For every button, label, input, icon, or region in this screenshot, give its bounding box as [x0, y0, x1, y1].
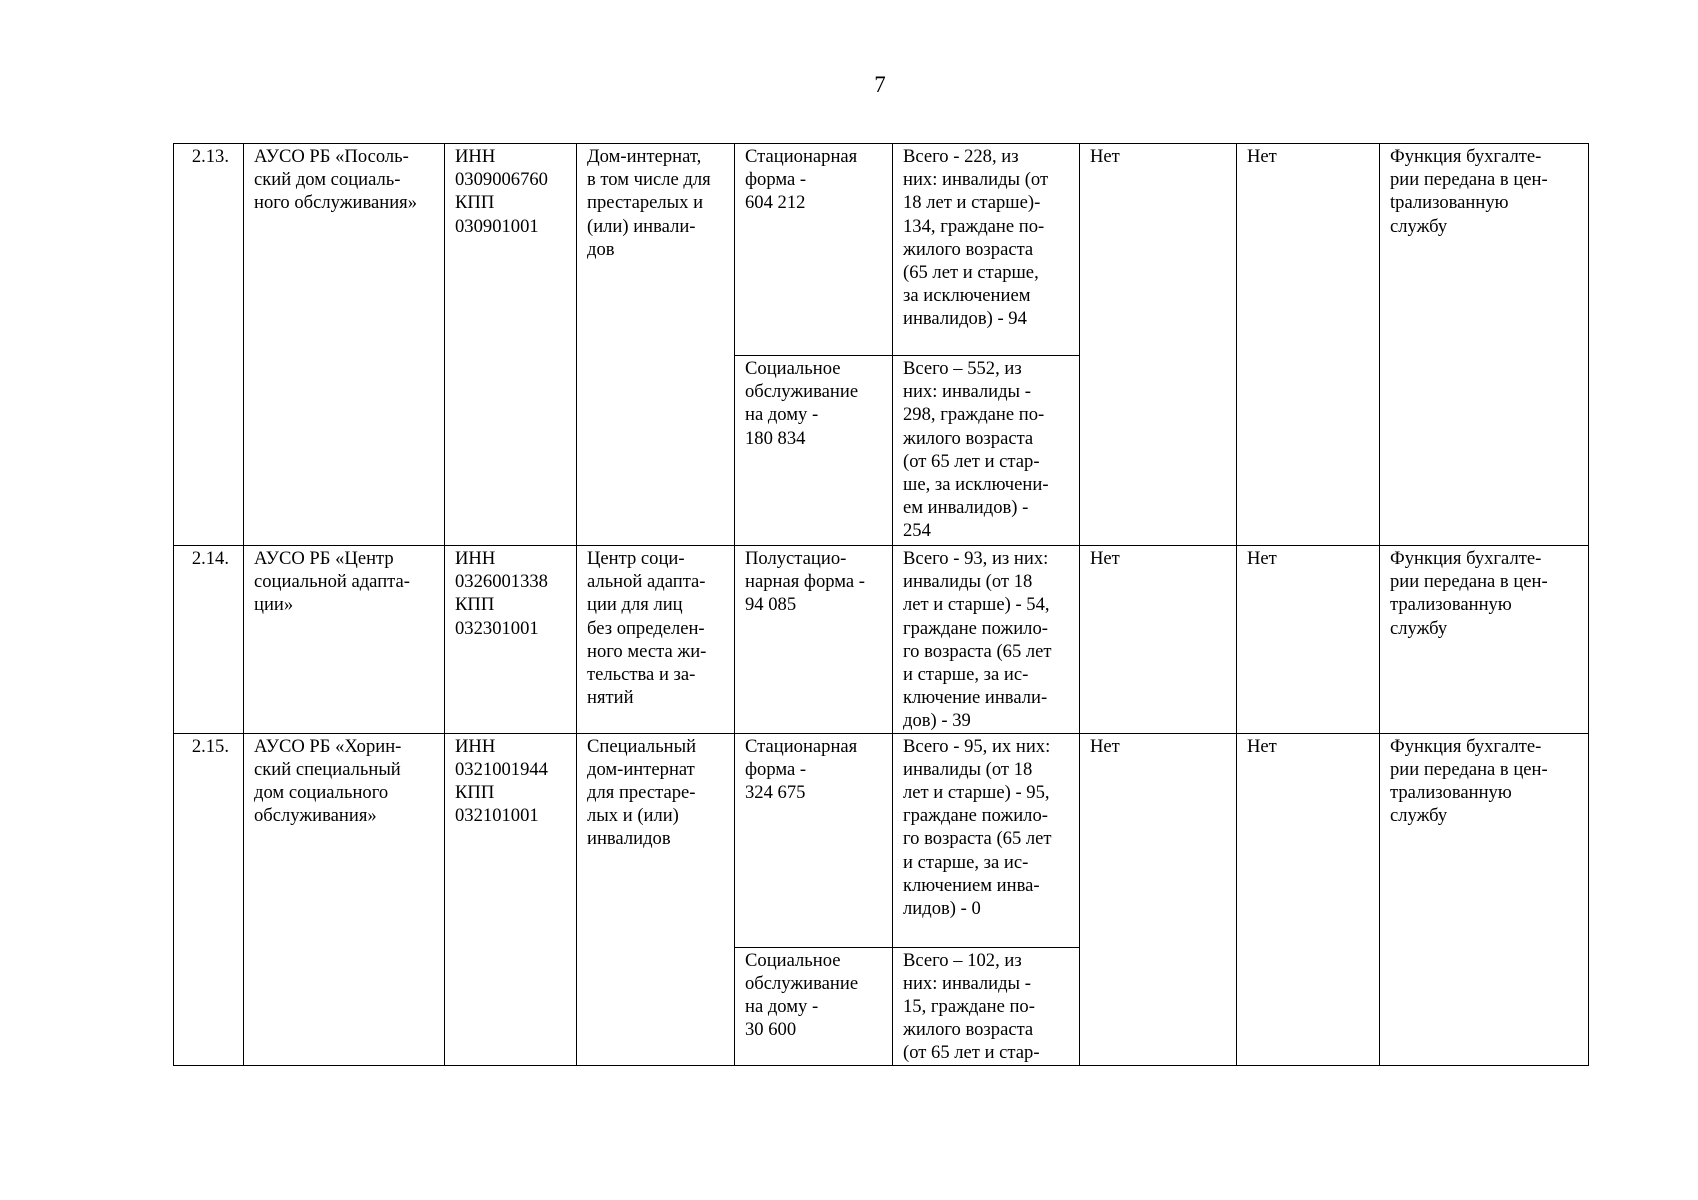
note: Функция бухгалте- рии передана в цен- трализованную службу: [1380, 546, 1589, 734]
row-number: 2.13.: [174, 144, 244, 546]
inn-kpp: ИНН 0321001944 КПП 032101001: [445, 733, 577, 1065]
institution-name: АУСО РБ «Центр социальной адапта- ции»: [244, 546, 445, 734]
recipients-count: Всего - 93, из них: инвалиды (от 18 лет и старше) - 54, граждане пожило- го возраста (65 лет и старше, за ис- ключение инвали- дов) - 39: [893, 546, 1080, 734]
table-row: [174, 546, 1589, 734]
institution-name: АУСО РБ «Посоль- ский дом социаль- ного обслуживания»: [244, 144, 445, 546]
note: Функция бухгалте- рии передана в цен- tрализованную службу: [1380, 144, 1589, 546]
column-7-value: Нет: [1080, 546, 1237, 734]
note: Функция бухгалте- рии передана в цен- трализованную службу: [1380, 733, 1589, 1065]
service-form: Стационарная форма - 324 675: [735, 733, 893, 947]
inn-kpp: ИНН 0309006760 КПП 030901001: [445, 144, 577, 546]
service-form: Стационарная форма - 604 212: [735, 144, 893, 356]
page-number: 7: [874, 72, 886, 97]
column-8-value: Нет: [1237, 546, 1380, 734]
recipients-count: Всего – 552, из них: инвалиды - 298, граждане по- жилого возраста (от 65 лет и стар- ше, за исключени- ем инвалидов) - 254: [893, 356, 1080, 546]
column-8-value: Нет: [1237, 144, 1380, 546]
institution-type: Дом-интернат, в том числе для престарелых и (или) инвали- дов: [577, 144, 735, 546]
institution-type: Центр соци- альной адапта- ции для лиц без определен- ного места жи- тельства и за- нятий: [577, 546, 735, 734]
inn-kpp: ИНН 0326001338 КПП 032301001: [445, 546, 577, 734]
service-form: Социальное обслуживание на дому - 30 600: [735, 947, 893, 1065]
table-row: [174, 733, 1589, 947]
institution-type: Специальный дом-интернат для престаре- лых и (или) инвалидов: [577, 733, 735, 1065]
recipients-count: Всего - 95, их них: инвалиды (от 18 лет и старше) - 95, граждане пожило- го возраста (65 лет и старше, за ис- ключением инва- лидов) - 0: [893, 733, 1080, 947]
institutions-table: [173, 143, 1589, 1066]
recipients-count: Всего - 228, из них: инвалиды (от 18 лет и старше)- 134, граждане по- жилого возраста (65 лет и старше, за исключением инвалидов) - 94: [893, 144, 1080, 356]
column-7-value: Нет: [1080, 144, 1237, 546]
row-number: 2.15.: [174, 733, 244, 1065]
recipients-count: Всего – 102, из них: инвалиды - 15, граждане по- жилого возраста (от 65 лет и стар-: [893, 947, 1080, 1065]
row-number: 2.14.: [174, 546, 244, 734]
service-form: Социальное обслуживание на дому - 180 834: [735, 356, 893, 546]
table-row: [174, 144, 1589, 356]
institution-name: АУСО РБ «Хорин- ский специальный дом социального обслуживания»: [244, 733, 445, 1065]
column-7-value: Нет: [1080, 733, 1237, 1065]
column-8-value: Нет: [1237, 733, 1380, 1065]
service-form: Полустацио- нарная форма - 94 085: [735, 546, 893, 734]
